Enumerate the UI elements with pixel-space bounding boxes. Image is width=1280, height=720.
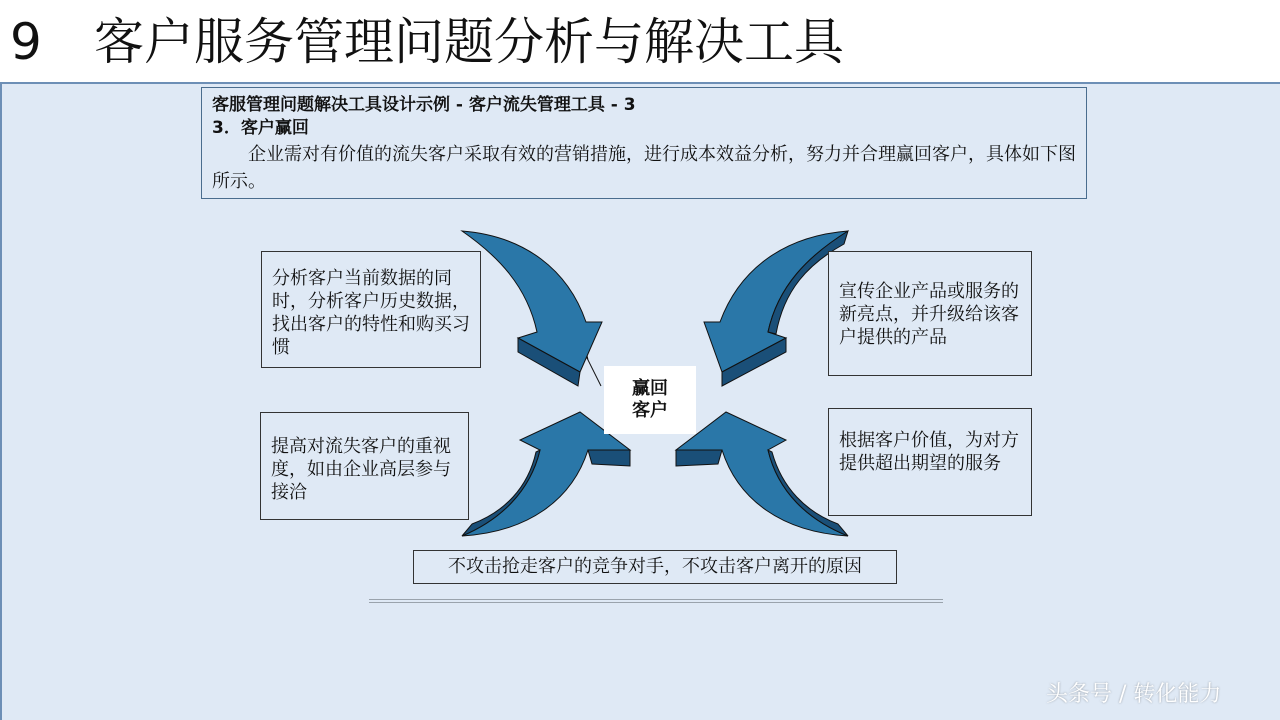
page-title: 客户服务管理问题分析与解决工具 — [94, 13, 844, 71]
separator-line — [369, 602, 943, 603]
arrow-top-left — [462, 231, 602, 386]
section-number: 9 — [10, 13, 42, 71]
note-analyze-data: 分析客户当前数据的同时，分析客户历史数据，找出客户的特性和购买习惯 — [261, 251, 481, 368]
center-label-line2: 客户 — [632, 400, 668, 421]
note-increase-attention: 提高对流失客户的重视度，如由企业高层参与接洽 — [260, 412, 469, 520]
note-exceed-expectations: 根据客户价值，为对方提供超出期望的服务 — [828, 408, 1032, 516]
note-no-attacks: 不攻击抢走客户的竞争对手，不攻击客户离开的原因 — [413, 550, 897, 584]
watermark: 头条号 / 转化能力 — [1046, 682, 1222, 707]
arrow-bottom-right — [676, 412, 848, 536]
note-promote-products: 宣传企业产品或服务的新亮点，并升级给该客户提供的产品 — [828, 251, 1032, 376]
intro-body: 企业需对有价值的流失客户采取有效的营销措施，进行成本效益分析，努力并合理赢回客户，具体如下图所示。 — [212, 144, 1076, 192]
center-label-line1: 赢回 — [632, 378, 668, 399]
separator-line — [369, 599, 943, 600]
intro-heading: 客服管理问题解决工具设计示例 - 客户流失管理工具 - 3 — [212, 95, 636, 115]
center-label — [604, 366, 696, 434]
arrow-top-right — [704, 231, 848, 386]
intro-subheading: 3．客户赢回 — [212, 118, 309, 138]
